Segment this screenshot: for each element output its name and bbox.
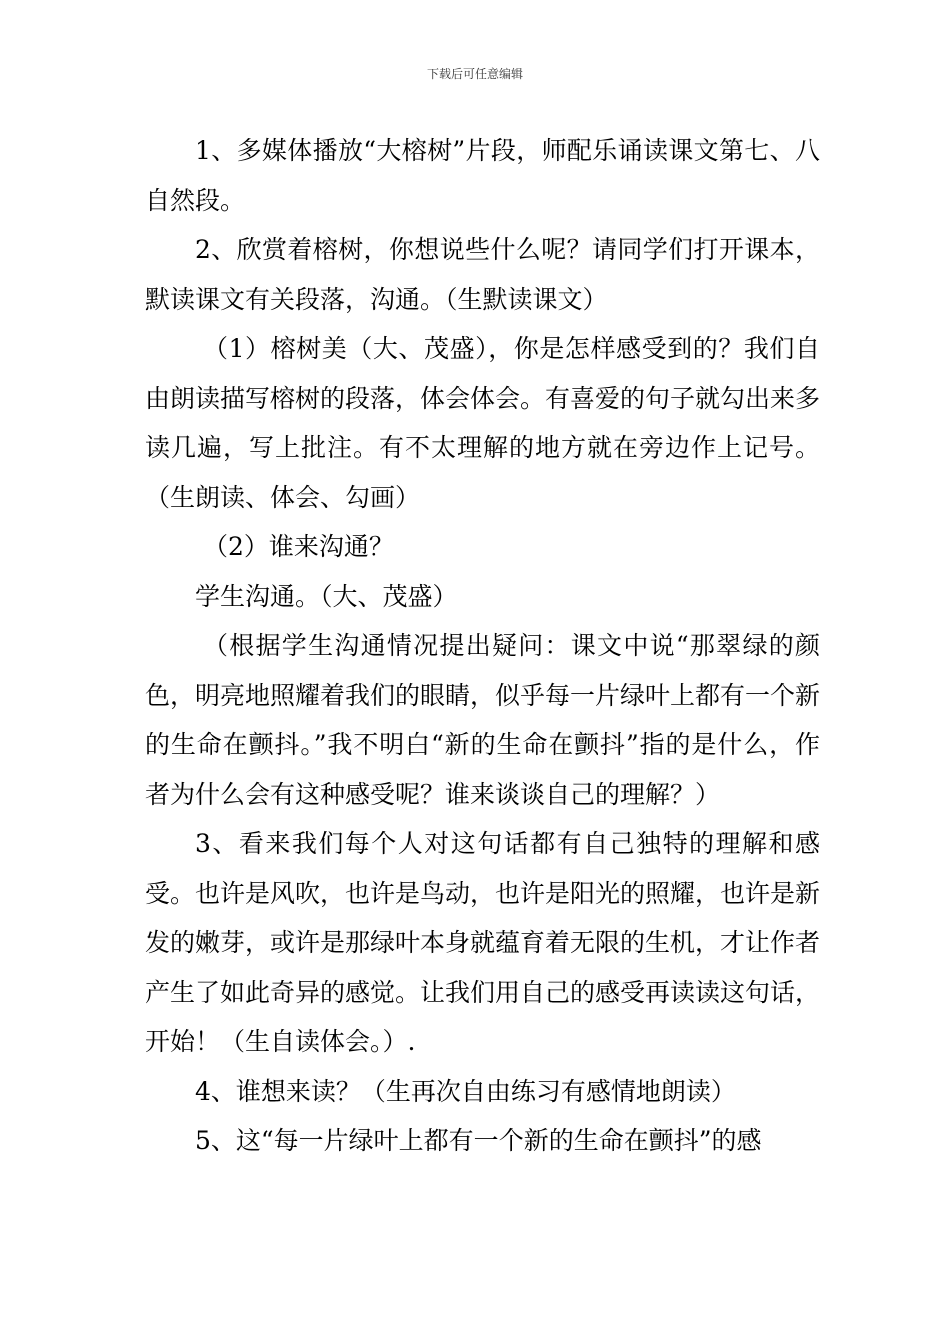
paragraph-9: 5、这“每一片绿叶上都有一个新的生命在颤抖”的感 — [195, 1126, 762, 1155]
paragraph-2: 2、欣赏着榕树，你想说些什么呢？请同学们打开课本，默读课文有关段落，沟通。（生默读课文） — [145, 235, 820, 314]
paragraph-1: 1、多媒体播放“大榕树”片段，师配乐诵读课文第七、八自然段。 — [145, 136, 820, 215]
paragraph-5: 学生沟通。（大、茂盛） — [195, 581, 458, 611]
document-body — [145, 126, 820, 1166]
paragraph-3: （1）榕树美（大、茂盛），你是怎样感受到的？我们自由朗读描写榕树的段落，体会体会。有喜爱的句子就勾出来多读几遍，写上批注。有不太理解的地方就在旁边作上记号。（生朗读、体会、勾画） — [145, 334, 821, 512]
paragraph-7: 3、看来我们每个人对这句话都有自己独特的理解和感受。也许是风吹，也许是鸟动，也许是阳光的照耀，也许是新发的嫩芽，或许是那绿叶本身就蕴育着无限的生机，才让作者产生了如此奇异的感觉。让我们用自己的感受再读读这句话，开始！（生自读体会。）. — [145, 829, 821, 1056]
paragraph-6: （根据学生沟通情况提出疑问：课文中说“那翠绿的颜色，明亮地照耀着我们的眼睛，似乎每一片绿叶上都有一个新的生命在颤抖。”我不明白“新的生命在颤抖”指的是什么，作者为什么会有这种感受呢？谁来谈谈自己的理解？） — [145, 631, 821, 809]
paragraph-4: （2）谁来沟通？ — [203, 532, 394, 561]
paragraph-8: 4、谁想来读？（生再次自由练习有感情地朗读） — [195, 1076, 736, 1106]
page-header: 下载后可任意编辑 — [426, 67, 523, 81]
